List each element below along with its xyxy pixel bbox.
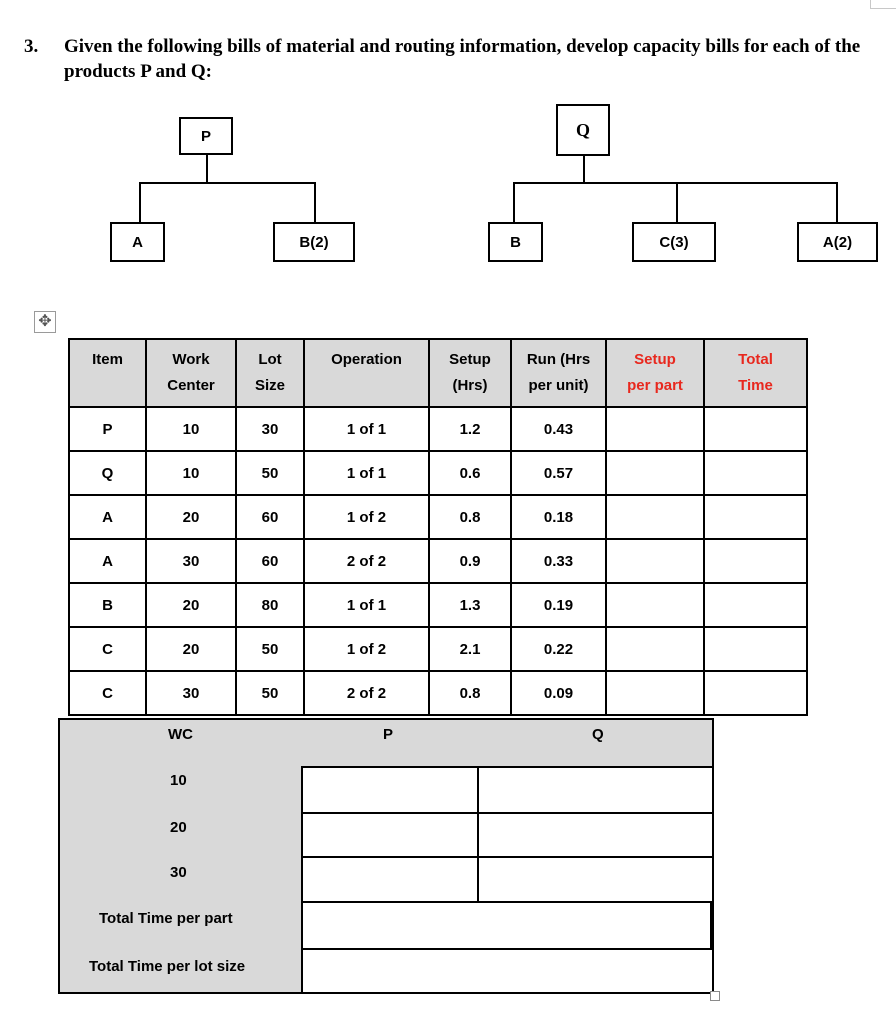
bom-p-child-a-node: A: [110, 222, 165, 262]
bom-q-child-b-node: B: [488, 222, 543, 262]
cap-cell-p-10[interactable]: [301, 766, 479, 814]
cap-wc-30: 30: [170, 864, 187, 881]
cap-cell-total-per-lot[interactable]: [301, 948, 714, 994]
routing-header-row: [69, 339, 807, 407]
header-operation: Operation: [304, 339, 429, 407]
cell-operation: 1 of 2: [304, 495, 429, 539]
cell-run: 0.19: [511, 583, 606, 627]
header-item: Item: [69, 339, 146, 407]
cell-run: 0.57: [511, 451, 606, 495]
cell-item: C: [69, 627, 146, 671]
cap-header-q: Q: [592, 726, 604, 743]
bom-p-branch-b: [314, 182, 316, 222]
bom-q-child-a-node: A(2): [797, 222, 878, 262]
cell-setup-per-part[interactable]: [606, 539, 704, 583]
cap-total-per-part-label: Total Time per part: [99, 910, 233, 927]
question-number: 3.: [24, 36, 39, 57]
resize-handle-icon[interactable]: [710, 991, 720, 1001]
cell-setup-per-part[interactable]: [606, 583, 704, 627]
cell-lot-size: 50: [236, 627, 304, 671]
cell-item: B: [69, 583, 146, 627]
cell-work-center: 20: [146, 495, 236, 539]
cell-setup: 1.3: [429, 583, 511, 627]
table-row: [69, 451, 807, 495]
cell-work-center: 30: [146, 671, 236, 715]
cell-run: 0.22: [511, 627, 606, 671]
cell-run: 0.33: [511, 539, 606, 583]
cell-setup-per-part[interactable]: [606, 495, 704, 539]
header-lot-size: Lot Size: [236, 339, 304, 407]
cell-lot-size: 30: [236, 407, 304, 451]
cell-setup: 0.6: [429, 451, 511, 495]
bom-q-branch-c: [676, 182, 678, 222]
bom-q-branch-b: [513, 182, 515, 222]
cell-item: P: [69, 407, 146, 451]
cap-total-per-lot-label: Total Time per lot size: [89, 958, 246, 975]
table-row: [69, 539, 807, 583]
header-setup: Setup (Hrs): [429, 339, 511, 407]
cap-cell-p-20[interactable]: [301, 812, 479, 858]
capacity-table: [58, 718, 714, 994]
move-icon[interactable]: ✥: [34, 311, 56, 333]
cell-setup: 0.8: [429, 671, 511, 715]
routing-table: [68, 338, 808, 716]
cell-lot-size: 60: [236, 495, 304, 539]
question-body: Given the following bills of material and routing information, develop capacity bills for each of the products P and Q:: [64, 36, 861, 82]
cell-work-center: 30: [146, 539, 236, 583]
bom-q-stem: [583, 156, 585, 184]
cell-work-center: 10: [146, 451, 236, 495]
cell-lot-size: 50: [236, 671, 304, 715]
cell-operation: 1 of 1: [304, 407, 429, 451]
table-row: [69, 627, 807, 671]
cell-work-center: 20: [146, 583, 236, 627]
cap-cell-q-30[interactable]: [477, 856, 714, 903]
cell-item: C: [69, 671, 146, 715]
bom-p-crossbar: [139, 182, 316, 184]
table-row: [69, 407, 807, 451]
cell-run: 0.09: [511, 671, 606, 715]
cell-operation: 1 of 1: [304, 451, 429, 495]
cap-cell-p-30[interactable]: [301, 856, 479, 903]
cell-setup-per-part[interactable]: [606, 451, 704, 495]
page-corner-mark: [870, 0, 896, 9]
cell-item: A: [69, 495, 146, 539]
cell-operation: 2 of 2: [304, 539, 429, 583]
cell-total-time[interactable]: [704, 627, 807, 671]
cap-cell-total-per-part[interactable]: [301, 901, 712, 950]
table-row: [69, 495, 807, 539]
cap-cell-q-20[interactable]: [477, 812, 714, 858]
cell-lot-size: 80: [236, 583, 304, 627]
cell-total-time[interactable]: [704, 539, 807, 583]
cell-run: 0.18: [511, 495, 606, 539]
cell-total-time[interactable]: [704, 495, 807, 539]
bom-q-child-c-node: C(3): [632, 222, 716, 262]
cell-setup: 1.2: [429, 407, 511, 451]
cell-operation: 1 of 1: [304, 583, 429, 627]
cap-wc-10: 10: [170, 772, 187, 789]
cell-lot-size: 50: [236, 451, 304, 495]
cell-lot-size: 60: [236, 539, 304, 583]
bom-p-child-b-node: B(2): [273, 222, 355, 262]
cell-total-time[interactable]: [704, 407, 807, 451]
cell-setup-per-part[interactable]: [606, 407, 704, 451]
cell-run: 0.43: [511, 407, 606, 451]
header-work-center: Work Center: [146, 339, 236, 407]
cell-item: Q: [69, 451, 146, 495]
cap-header-wc: WC: [168, 726, 193, 743]
cell-setup-per-part[interactable]: [606, 671, 704, 715]
cell-total-time[interactable]: [704, 671, 807, 715]
cell-total-time[interactable]: [704, 583, 807, 627]
bom-q-branch-a: [836, 182, 838, 222]
bom-p-parent-node: P: [179, 117, 233, 155]
cell-operation: 2 of 2: [304, 671, 429, 715]
cell-total-time[interactable]: [704, 451, 807, 495]
cell-setup: 2.1: [429, 627, 511, 671]
bom-p-branch-a: [139, 182, 141, 222]
cell-setup: 0.9: [429, 539, 511, 583]
cap-header-p: P: [383, 726, 394, 743]
header-setup-per-part: Setup per part: [606, 339, 704, 407]
cell-work-center: 20: [146, 627, 236, 671]
cell-work-center: 10: [146, 407, 236, 451]
bom-p-stem: [206, 155, 208, 184]
header-total-time: Total Time: [704, 339, 807, 407]
bom-q-parent-node: Q: [556, 104, 610, 156]
cell-setup-per-part[interactable]: [606, 627, 704, 671]
table-row: [69, 671, 807, 715]
cap-cell-q-10[interactable]: [477, 766, 714, 814]
cell-setup: 0.8: [429, 495, 511, 539]
header-run: Run (Hrs per unit): [511, 339, 606, 407]
table-row: [69, 583, 807, 627]
cap-wc-20: 20: [170, 819, 187, 836]
cell-item: A: [69, 539, 146, 583]
cell-operation: 1 of 2: [304, 627, 429, 671]
